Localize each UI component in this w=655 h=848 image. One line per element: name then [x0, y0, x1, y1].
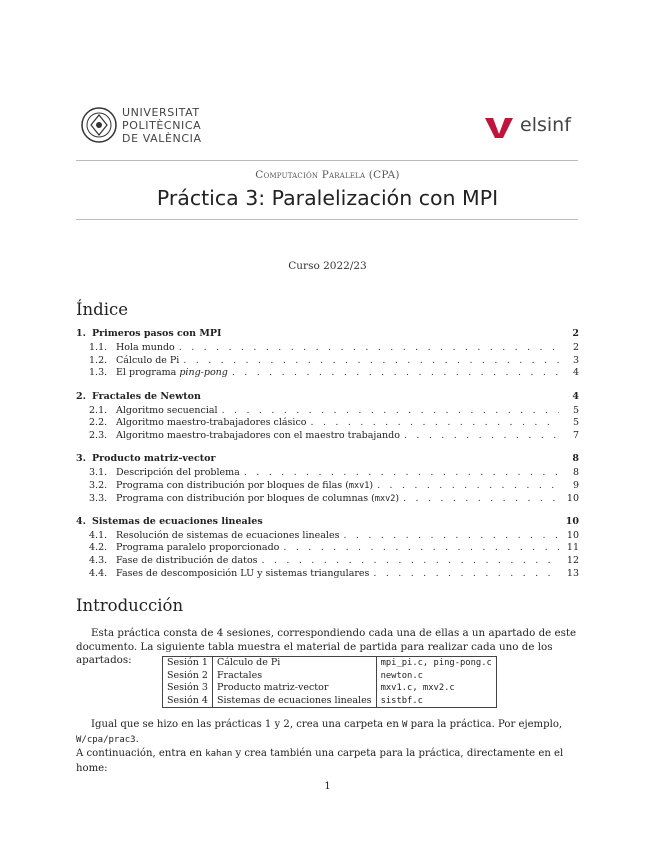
toc-subsection-text: Algoritmo maestro-trabajadores con el maestro trabajando — [116, 429, 400, 441]
dept-mark-icon — [484, 114, 516, 140]
toc-subsection[interactable] — [76, 417, 579, 430]
toc-subsection[interactable] — [76, 367, 579, 380]
toc-leader-dots — [179, 342, 559, 353]
title-rule — [76, 219, 578, 220]
toc-subsection-page: 11 — [566, 542, 579, 554]
toc-section-page: 2 — [572, 328, 579, 339]
p2-text-b: para la práctica. Por ejemplo, — [407, 719, 563, 730]
toc-leader-dots — [262, 555, 559, 566]
toc-subsection[interactable] — [76, 467, 579, 480]
toc-subsection-number: 1.2. — [89, 354, 108, 366]
page-number: 1 — [324, 781, 331, 792]
files-cell: mxv1.c, mxv2.c — [376, 682, 496, 695]
university-line-2: POLITÈCNICA — [122, 119, 202, 132]
toc-leader-dots — [311, 417, 559, 428]
toc-section[interactable] — [76, 328, 579, 342]
toc-section-number: 3. — [76, 453, 86, 465]
toc-section-title: Producto matriz-vector — [92, 453, 216, 465]
files-cell: newton.c — [376, 670, 496, 683]
toc-subsection-title — [116, 530, 339, 541]
toc-subsection-page: 7 — [572, 429, 579, 441]
toc-subsection-page: 12 — [566, 555, 579, 567]
kahan-code: kahan — [205, 749, 233, 759]
toc-subsection[interactable] — [76, 530, 579, 543]
toc-subsection-text: El programa — [116, 367, 180, 379]
toc-subsection[interactable] — [76, 342, 579, 355]
toc-leader-dots — [244, 467, 559, 478]
toc-heading: Índice — [76, 300, 128, 319]
toc-subsection-number: 2.2. — [89, 417, 108, 429]
elsinf-logo — [484, 112, 594, 142]
toc-subsection-text: Programa con distribución por bloques de filas ( — [116, 479, 349, 491]
table-of-contents — [76, 328, 579, 580]
toc-subsection[interactable] — [76, 480, 579, 493]
university-line-3: DE VALÈNCIA — [122, 132, 202, 145]
toc-subsection-page: 3 — [572, 354, 579, 366]
intro-heading: Introducción — [76, 596, 184, 615]
toc-section-number: 4. — [76, 515, 86, 527]
files-cell: mpi_pi.c, ping-pong.c — [376, 657, 496, 670]
toc-subsection-text: Algoritmo secuencial — [116, 404, 218, 416]
table-row — [163, 657, 497, 670]
toc-section-page: 8 — [572, 453, 579, 465]
toc-subsection-number: 4.3. — [89, 555, 108, 567]
toc-subsection-number: 1.1. — [89, 342, 108, 353]
university-line-1: UNIVERSITAT — [122, 106, 200, 119]
toc-subsection-text-end: ) — [395, 492, 400, 504]
toc-leader-dots — [222, 405, 559, 416]
table-row — [163, 670, 497, 683]
toc-subsection-title — [116, 555, 258, 566]
toc-subsection-title — [116, 480, 373, 491]
toc-subsection-number: 3.3. — [89, 492, 108, 504]
toc-subsection-page: 4 — [572, 367, 579, 379]
toc-subsection-page: 5 — [572, 404, 579, 416]
session-cell: Sesión 1 — [163, 657, 213, 670]
toc-section[interactable] — [76, 453, 579, 467]
toc-section-number: 2. — [76, 390, 86, 402]
toc-subsection-number: 3.2. — [89, 479, 108, 491]
toc-subsection-text: Cálculo de Pi — [116, 354, 180, 366]
toc-subsection-number: 4.1. — [89, 529, 108, 541]
toc-subsection[interactable] — [76, 430, 579, 443]
sessions-table — [162, 656, 497, 708]
university-seal-icon — [80, 103, 118, 147]
table-row — [163, 682, 497, 695]
toc-subsection-title — [116, 367, 228, 378]
toc-subsection-title — [116, 568, 369, 579]
header-rule — [76, 160, 578, 161]
toc-section-title: Primeros pasos con MPI — [92, 328, 222, 339]
toc-subsection-number: 2.1. — [89, 404, 108, 416]
toc-subsection[interactable] — [76, 493, 579, 506]
toc-leader-dots — [404, 430, 559, 441]
toc-subsection-title — [116, 467, 240, 478]
toc-subsection-title — [116, 355, 179, 366]
toc-leader-dots — [377, 480, 559, 491]
toc-section-number: 1. — [76, 328, 86, 339]
p2-text-a: Igual que se hizo en las prácticas 1 y 2, crea una carpeta en — [91, 719, 403, 730]
toc-leader-dots — [343, 530, 559, 541]
intro-paragraph-1: Esta práctica consta de 4 sesiones, correspondiendo cada una de ellas a un apartado de este documento. La siguiente tabla muestra el material de partida para realizar cada uno de los apartados: — [76, 627, 577, 666]
intro-paragraph-2 — [76, 718, 579, 775]
topic-cell: Fractales — [212, 670, 376, 683]
toc-leader-dots — [403, 493, 559, 504]
toc-subsection-page: 10 — [566, 529, 579, 541]
toc-subsection-number: 1.3. — [89, 367, 108, 379]
w-drive-code: W — [402, 720, 408, 730]
p3-text-a: A continuación, entra en — [76, 748, 206, 759]
course-name: Computación Paralela (CPA) — [255, 169, 400, 181]
toc-subsection-page: 13 — [566, 567, 579, 579]
toc-subsection-text: Algoritmo maestro-trabajadores clásico — [116, 417, 307, 429]
toc-subsection-page: 9 — [572, 479, 579, 491]
toc-subsection-page: 5 — [572, 417, 579, 429]
toc-subsection-text: Fase de distribución de datos — [116, 555, 258, 567]
toc-subsection-number: 2.3. — [89, 429, 108, 441]
toc-subsection-text: Resolución de sistemas de ecuaciones lineales — [116, 529, 340, 541]
page-title: Práctica 3: Paralelización con MPI — [156, 186, 499, 210]
table-row — [163, 695, 497, 708]
session-cell: Sesión 4 — [163, 695, 213, 708]
toc-subsection-title — [116, 430, 400, 441]
toc-leader-dots — [373, 568, 559, 579]
toc-subsection-number: 4.2. — [89, 542, 108, 554]
toc-subsection-text: Hola mundo — [116, 342, 175, 353]
toc-subsection-number: 3.1. — [89, 467, 108, 479]
topic-cell: Cálculo de Pi — [212, 657, 376, 670]
toc-subsection-page: 8 — [572, 467, 579, 479]
toc-subsection-text-end: ) — [369, 479, 374, 491]
toc-subsection[interactable] — [76, 355, 579, 368]
toc-leader-dots — [232, 367, 559, 378]
topic-cell: Sistemas de ecuaciones lineales — [212, 695, 376, 708]
toc-subsection[interactable] — [76, 568, 579, 581]
dept-logo-text: elsinf — [520, 114, 571, 136]
session-cell: Sesión 3 — [163, 682, 213, 695]
folder-path-code: W/cpa/prac3 — [76, 734, 136, 745]
p3-text-b: y crea también una carpeta para la práctica, directamente en el home: — [76, 748, 564, 774]
upv-logo — [80, 103, 240, 149]
p2-text-c: . — [135, 733, 139, 745]
toc-section[interactable] — [76, 391, 579, 405]
toc-subsection-text: Programa paralelo proporcionado — [116, 542, 280, 554]
toc-section-title: Sistemas de ecuaciones lineales — [92, 515, 263, 527]
toc-subsection-text: Descripción del problema — [116, 467, 240, 479]
toc-leader-dots — [183, 355, 559, 366]
toc-section[interactable] — [76, 516, 579, 530]
files-cell: sistbf.c — [376, 695, 496, 708]
toc-subsection-title — [116, 493, 399, 504]
toc-subsection[interactable] — [76, 555, 579, 568]
toc-subsection-text: Programa con distribución por bloques de columnas ( — [116, 492, 375, 504]
toc-subsection[interactable] — [76, 542, 579, 555]
toc-section-title: Fractales de Newton — [92, 390, 201, 402]
toc-section-page: 10 — [565, 515, 579, 527]
toc-subsection-title — [116, 342, 175, 353]
toc-subsection-number: 4.4. — [89, 567, 108, 579]
topic-cell: Producto matriz-vector — [212, 682, 376, 695]
toc-subsection-code: mxv2 — [374, 493, 396, 504]
course-year: Curso 2022/23 — [288, 260, 367, 272]
session-cell: Sesión 2 — [163, 670, 213, 683]
toc-leader-dots — [283, 542, 559, 553]
toc-subsection-page: 10 — [566, 492, 579, 504]
toc-section-page: 4 — [572, 390, 579, 402]
toc-subsection-title — [116, 417, 307, 428]
toc-subsection-title — [116, 542, 279, 553]
toc-subsection-code: mxv1 — [348, 480, 370, 491]
toc-subsection-page: 2 — [572, 342, 579, 353]
toc-subsection-title — [116, 405, 218, 416]
toc-subsection[interactable] — [76, 405, 579, 418]
toc-subsection-text: Fases de descomposición LU y sistemas triangulares — [116, 567, 370, 579]
toc-subsection-emphasis: ping-pong — [179, 367, 228, 379]
